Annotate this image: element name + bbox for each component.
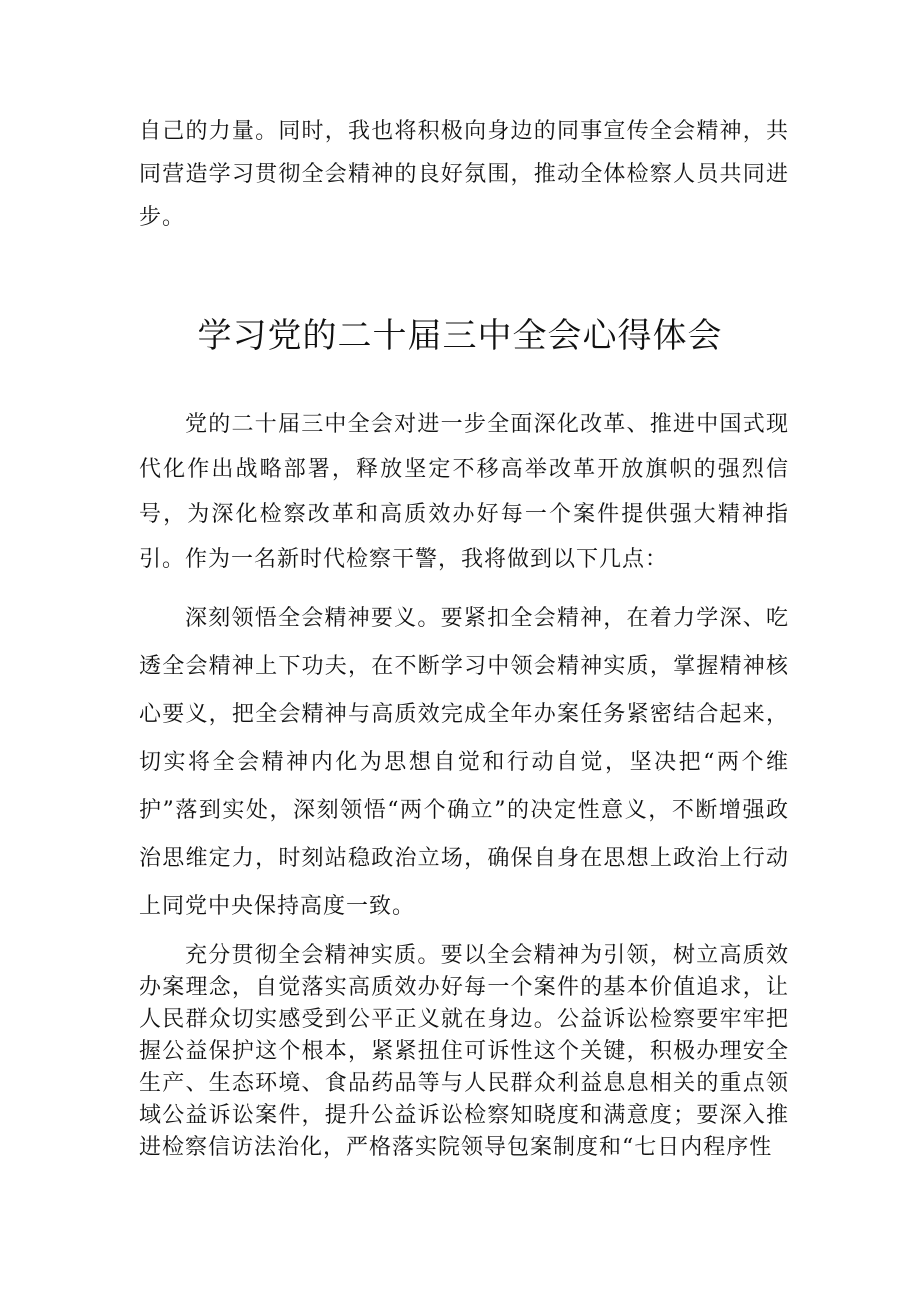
document-title: 学习党的二十届三中全会心得体会 xyxy=(197,316,723,356)
body-paragraph-implement-spirit: 充分贯彻全会精神实质。要以全会精神为引领，树立高质效办案理念，自觉落实高质效办好每一个案件的基本价值追求，让人民群众切实感受到公平正义就在身边。公益诉讼检察要牢牢把握公益保护这个根本，紧紧扭住可诉性这个关键，积极办理安全生产、生态环境、食品药品等与人民群众利益息息相关的重点领域公益诉讼案件，提升公益诉讼检察知晓度和满意度；要深入推进检察信访法治化，严格落实院领导包案制度和“七日内程序性 xyxy=(139,943,789,1160)
previous-section-closing-paragraph: 自己的力量。同时，我也将积极向身边的同事宣传全会精神，共同营造学习贯彻全会精神的良好氛围，推动全体检察人员共同进步。 xyxy=(139,119,789,230)
body-paragraph-intro: 党的二十届三中全会对进一步全面深化改革、推进中国式现代化作出战略部署，释放坚定不移高举改革开放旗帜的强烈信号，为深化检察改革和高质效办好每一个案件提供强大精神指引。作为一名新时代检察干警，我将做到以下几点： xyxy=(139,412,789,572)
body-paragraph-understand-spirit: 深刻领悟全会精神要义。要紧扣全会精神，在着力学深、吃透全会精神上下功夫，在不断学习中领会精神实质，掌握精神核心要义，把全会精神与高质效完成全年办案任务紧密结合起来，切实将全会精神内化为思想自觉和行动自觉，坚决把“两个维护”落到实处，深刻领悟“两个确立”的决定性意义，不断增强政治思维定力，时刻站稳政治立场，确保自身在思想上政治上行动上同党中央保持高度一致。 xyxy=(139,606,789,919)
